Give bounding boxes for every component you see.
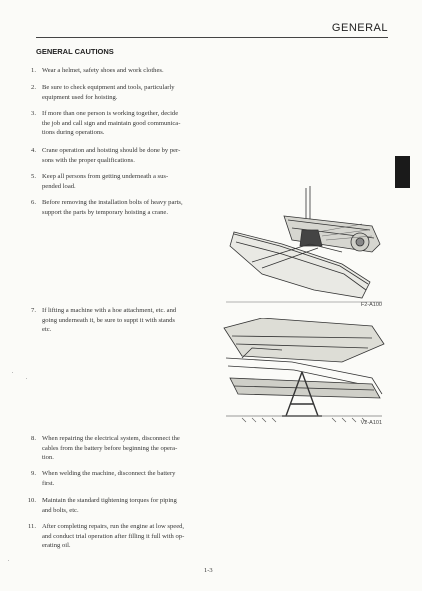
list-item xyxy=(22,66,222,76)
item-text: When repairing the electrical system, disconnect the cables from the battery before beginning the opera- tion. xyxy=(42,435,180,461)
item-number: 6. xyxy=(31,199,36,206)
list-item xyxy=(22,522,232,552)
list-item xyxy=(22,109,232,139)
item-text: If more than one person is working together, decide the job and call sign and maintain good communica- tions during operations. xyxy=(42,110,181,136)
figure-label: F2-A100 xyxy=(360,302,382,308)
item-text: If lifting a machine with a hoe attachment, etc. and going underneath it, be sure to suppt it with stands etc. xyxy=(42,307,177,333)
item-number: 11. xyxy=(28,523,36,530)
scan-speck xyxy=(26,378,27,379)
scan-speck xyxy=(12,372,13,373)
item-number: 10. xyxy=(27,497,36,504)
item-text: Be sure to check equipment and tools, particularly equipment used for hoisting. xyxy=(42,84,175,101)
header-rule xyxy=(36,37,388,38)
item-number: 1. xyxy=(31,67,36,74)
list-item xyxy=(22,469,232,489)
item-number: 7. xyxy=(31,307,36,314)
figure-label: V2-A101 xyxy=(360,420,382,426)
item-number: 5. xyxy=(31,173,36,180)
list-item xyxy=(22,434,232,464)
item-text: When welding the machine, disconnect the battery first. xyxy=(42,470,176,487)
list-item xyxy=(22,146,232,166)
list-item xyxy=(22,496,232,516)
item-text: Keep all persons from getting underneath a sus- pended load. xyxy=(42,173,169,190)
item-text: Before removing the installation bolts of heavy parts, support the parts by temporary hoisting a crane. xyxy=(42,199,183,216)
figure-machine-on-stand xyxy=(222,318,386,428)
list-item xyxy=(22,198,232,218)
header-title: GENERAL xyxy=(331,22,388,34)
scan-speck xyxy=(8,560,9,561)
side-tab-marker xyxy=(395,156,410,188)
figure-hoisting-blade xyxy=(222,186,386,310)
item-text: Maintain the standard tightening torques for piping and bolts, etc. xyxy=(42,497,177,514)
item-number: 2. xyxy=(31,84,36,91)
item-text: Crane operation and hoisting should be done by per- sons with the proper qualifications. xyxy=(42,147,181,164)
item-number: 3. xyxy=(31,110,36,117)
item-number: 4. xyxy=(31,147,36,154)
stand-support-illustration xyxy=(222,318,386,428)
list-item xyxy=(22,83,222,103)
section-title: GENERAL CAUTIONS xyxy=(36,47,114,56)
item-number: 9. xyxy=(31,470,36,477)
list-item xyxy=(22,172,232,192)
item-text: Wear a helmet, safety shoes and work clothes. xyxy=(42,67,164,74)
item-text: After completing repairs, run the engine at low speed, and conduct trial operation after filling it full with op- erating oil. xyxy=(42,523,185,549)
page-number: 1-3 xyxy=(204,567,213,574)
bulldozer-illustration xyxy=(222,186,386,310)
list-item xyxy=(22,306,232,336)
item-number: 8. xyxy=(31,435,36,442)
